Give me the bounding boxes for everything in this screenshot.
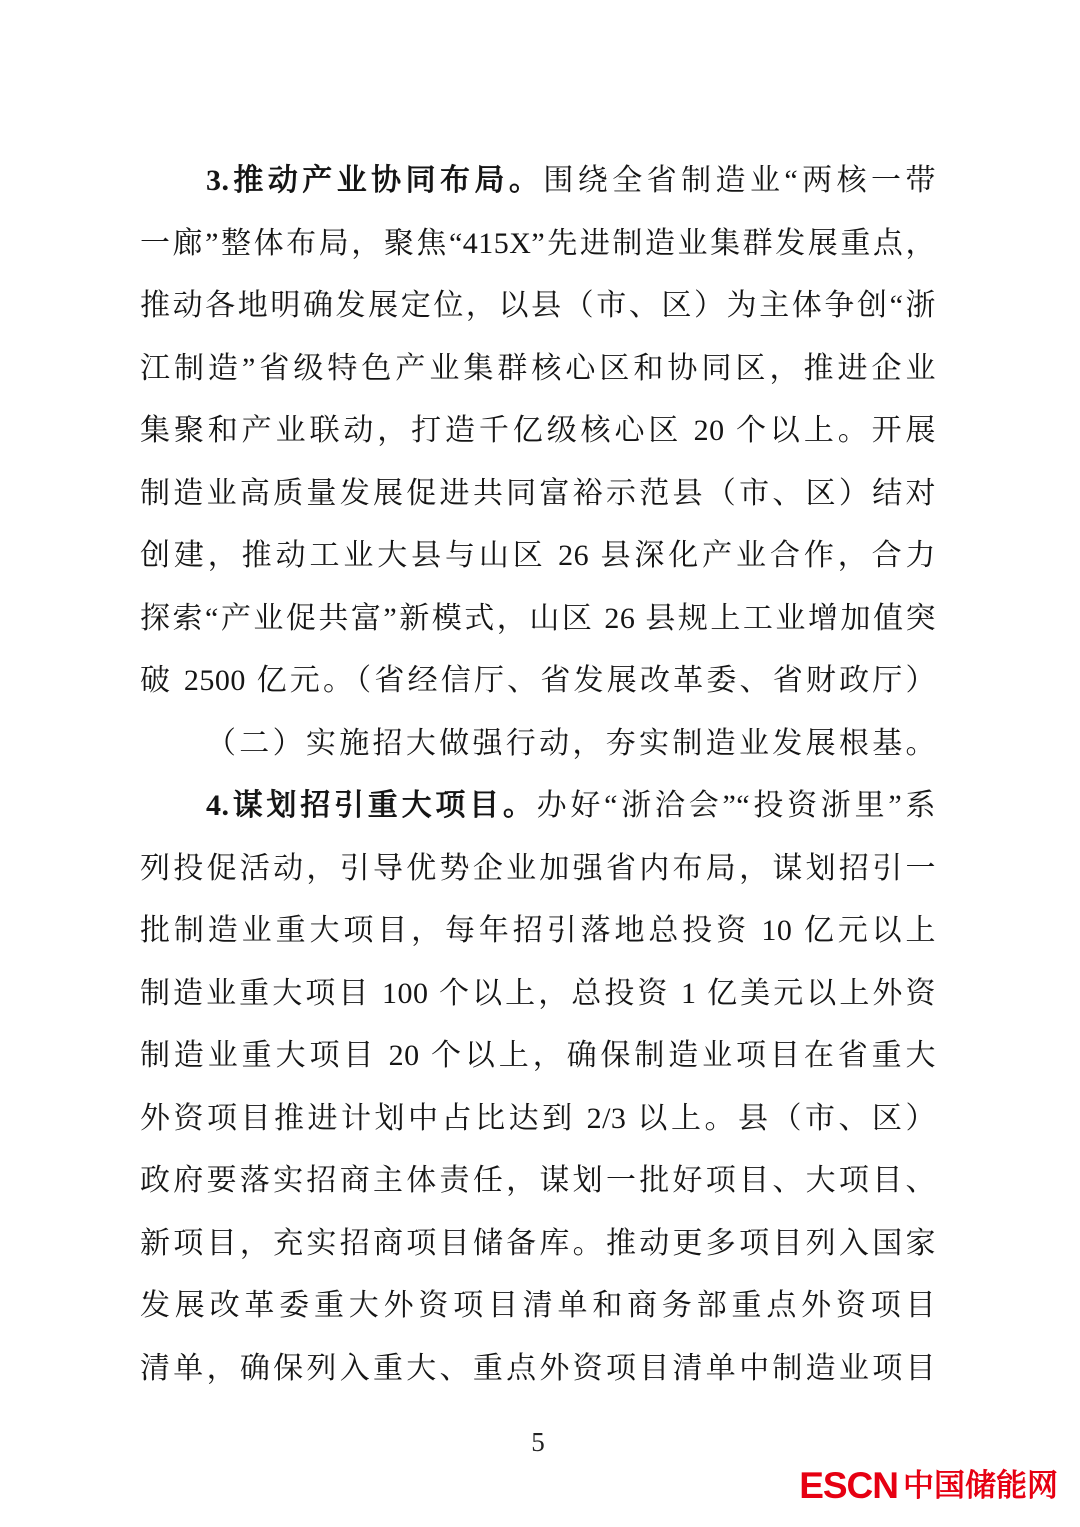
text-run: 制造业重大项目 100 个以上，总投资 1 亿美元以上外资 (140, 976, 936, 1010)
text-run: 围绕全省制造业“两核一带 (543, 164, 936, 197)
text-line (140, 713, 936, 776)
text-run: 新项目，充实招商项目储备库。推动更多项目列入国家 (140, 1226, 936, 1260)
text-run: 办好“浙洽会”“投资浙里”系 (536, 789, 936, 822)
text-run: 外资项目推进计划中占比达到 2/3 以上。县（市、区） (140, 1101, 936, 1135)
text-line (140, 400, 936, 463)
escn-watermark (799, 1465, 1058, 1506)
text-line (140, 338, 936, 401)
text-run: 政府要落实招商主体责任，谋划一批好项目、大项目、 (140, 1164, 936, 1197)
text-run: 推动各地明确发展定位，以县（市、区）为主体争创“浙 (140, 289, 936, 322)
escn-logo-latin: ESCN (799, 1465, 898, 1506)
text-run: （二）实施招大做强行动，夯实制造业发展根基。 (206, 726, 936, 760)
text-run: 探索“产业促共富”新模式，山区 26 县规上工业增加值突 (140, 601, 936, 635)
text-run: 集聚和产业联动，打造千亿级核心区 20 个以上。开展 (140, 414, 936, 447)
text-line (140, 1025, 936, 1088)
escn-logo-cjk: 中国储能网 (903, 1468, 1058, 1503)
text-line (140, 1213, 936, 1276)
heading-run: 4.谋划招引重大项目。 (206, 789, 537, 822)
text-run: 一廊”整体布局，聚焦“415X”先进制造业集群发展重点， (140, 226, 936, 260)
text-line (140, 1338, 936, 1401)
text-line (140, 588, 936, 651)
text-line (140, 900, 936, 963)
text-run: 江制造”省级特色产业集群核心区和协同区，推进企业 (140, 351, 936, 385)
text-line (140, 650, 936, 713)
text-line (140, 1275, 936, 1338)
text-line (140, 1150, 936, 1213)
text-run: 清单，确保列入重大、重点外资项目清单中制造业项目 (140, 1351, 936, 1385)
text-run: 批制造业重大项目，每年招引落地总投资 10 亿元以上 (140, 914, 936, 947)
text-line (140, 838, 936, 901)
text-line (140, 1088, 936, 1151)
text-line (140, 463, 936, 526)
text-line (140, 150, 936, 213)
text-line (140, 275, 936, 338)
heading-run: 3.推动产业协同布局。 (206, 164, 544, 197)
text-run: 制造业重大项目 20 个以上，确保制造业项目在省重大 (140, 1039, 936, 1072)
text-run: 创建，推动工业大县与山区 26 县深化产业合作，合力 (140, 539, 936, 572)
text-line (140, 525, 936, 588)
document-body (140, 150, 936, 1400)
text-run: 制造业高质量发展促进共同富裕示范县（市、区）结对 (140, 476, 936, 510)
text-run: 破 2500 亿元。（省经信厅、省发展改革委、省财政厅） (140, 664, 936, 697)
text-run: 列投促活动，引导优势企业加强省内布局，谋划招引一 (140, 851, 936, 885)
text-line (140, 213, 936, 276)
text-line (140, 775, 936, 838)
page-number: 5 (531, 1427, 545, 1457)
text-run: 发展改革委重大外资项目清单和商务部重点外资项目 (140, 1289, 936, 1322)
text-line (140, 963, 936, 1026)
